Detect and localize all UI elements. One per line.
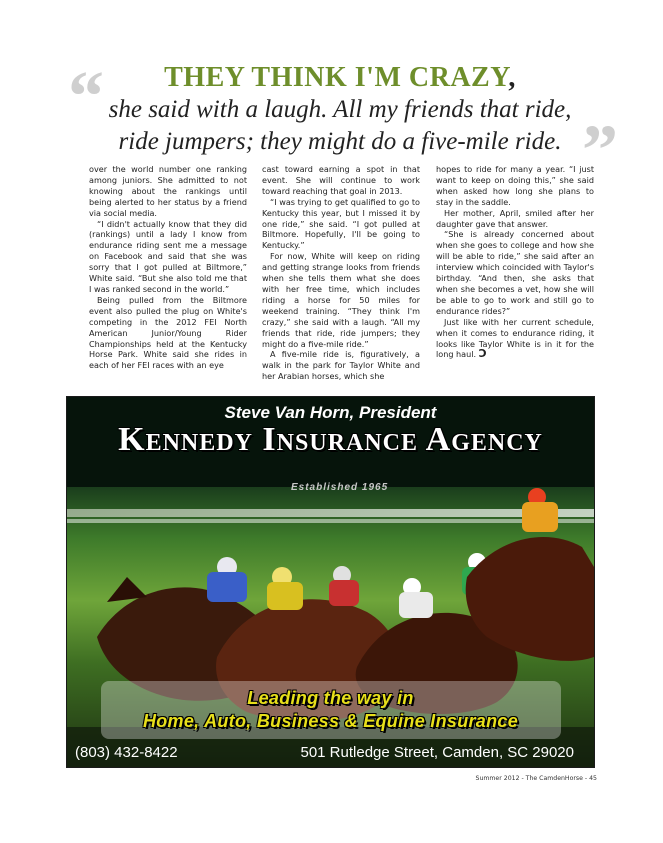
paragraph-last: Just like with her current schedule, when it comes to endurance riding, it looks like Taylor White is in it for the long haul. Ɔ	[436, 316, 594, 361]
ad-agency-name: Kennedy Insurance Agency	[118, 421, 543, 458]
ad-tagline-2: Home, Auto, Business & Equine Insurance	[142, 711, 519, 731]
article-column-2	[262, 164, 420, 389]
paragraph: Being pulled from the Biltmore event also pulled the plug on White's competing in the 2012 FEI North American Junior/Young Rider Championships held at the Kentucky Horse Park. White said she rides in each of her FEI races with an eye	[89, 294, 247, 371]
paragraph: over the world number one ranking among juniors. She admitted to not knowing about the rankings until being alerted to her status by a friend via social media.	[89, 164, 247, 218]
close-quote-icon: ”	[582, 110, 618, 190]
paragraph: hopes to ride for many a year. “I just want to keep on doing this,” she said when asked how long she plans to stay in the saddle.	[436, 164, 594, 207]
kennedy-insurance-ad[interactable]	[66, 396, 595, 768]
article-column-1	[89, 164, 247, 389]
end-mark-icon: Ɔ	[478, 347, 487, 361]
ad-president: Steve Van Horn, President	[224, 403, 437, 422]
page-footer: Summer 2012 - The CamdenHorse - 45	[475, 775, 597, 782]
open-quote-icon: “	[68, 56, 104, 136]
ad-phone: (803) 432-8422	[75, 744, 178, 761]
paragraph: “I didn't actually know that they did (rankings) until a lady I know from endurance riding sent me a message on Facebook and said that she was sorry that I got pulled at Biltmore,” White said. “But she also told me that I was ranked second in the world.”	[89, 218, 247, 294]
article-column-3	[436, 164, 594, 389]
pull-quote-line-2: ride jumpers; they might do a five-mile ride.	[118, 128, 562, 155]
pull-quote-line-1: she said with a laugh. All my friends that ride,	[108, 96, 572, 123]
ad-address: 501 Rutledge Street, Camden, SC 29020	[300, 744, 574, 761]
ad-tagline-1: Leading the way in	[247, 688, 414, 708]
paragraph: “I was trying to get qualified to go to Kentucky this year, but I missed it by one ride,” she said. “I got pulled at Biltmore. Hopefully, I'll be going to Kentucky.”	[262, 196, 420, 251]
paragraph: Her mother, April, smiled after her daughter gave that answer.	[436, 207, 594, 229]
article-body	[89, 164, 594, 389]
paragraph: cast toward earning a spot in that event. She will continue to work toward reaching that goal in 2013.	[262, 164, 420, 196]
pull-quote-title: THEY THINK I'M CRAZY,	[164, 62, 516, 93]
paragraph: A five-mile ride is, figuratively, a walk in the park for Taylor White and her Arabian horses, which she	[262, 349, 420, 382]
ad-established: Established 1965	[291, 482, 389, 493]
paragraph: “She is already concerned about when she goes to college and how she will be able to ride,” she said after an interview which coincided with Taylor's birthday. “And then, she asks that when she becomes a vet, how she will be able to go to work and still go to endurance rides?”	[436, 229, 594, 316]
paragraph: For now, White will keep on riding and getting strange looks from friends when she tells them what she does with her free time, which includes riding a horse for 50 miles for weekend training. “They think I'm crazy,” she said with a laugh. “All my friends that ride, ride jumpers; they might do a five-mile ride.”	[262, 251, 420, 349]
